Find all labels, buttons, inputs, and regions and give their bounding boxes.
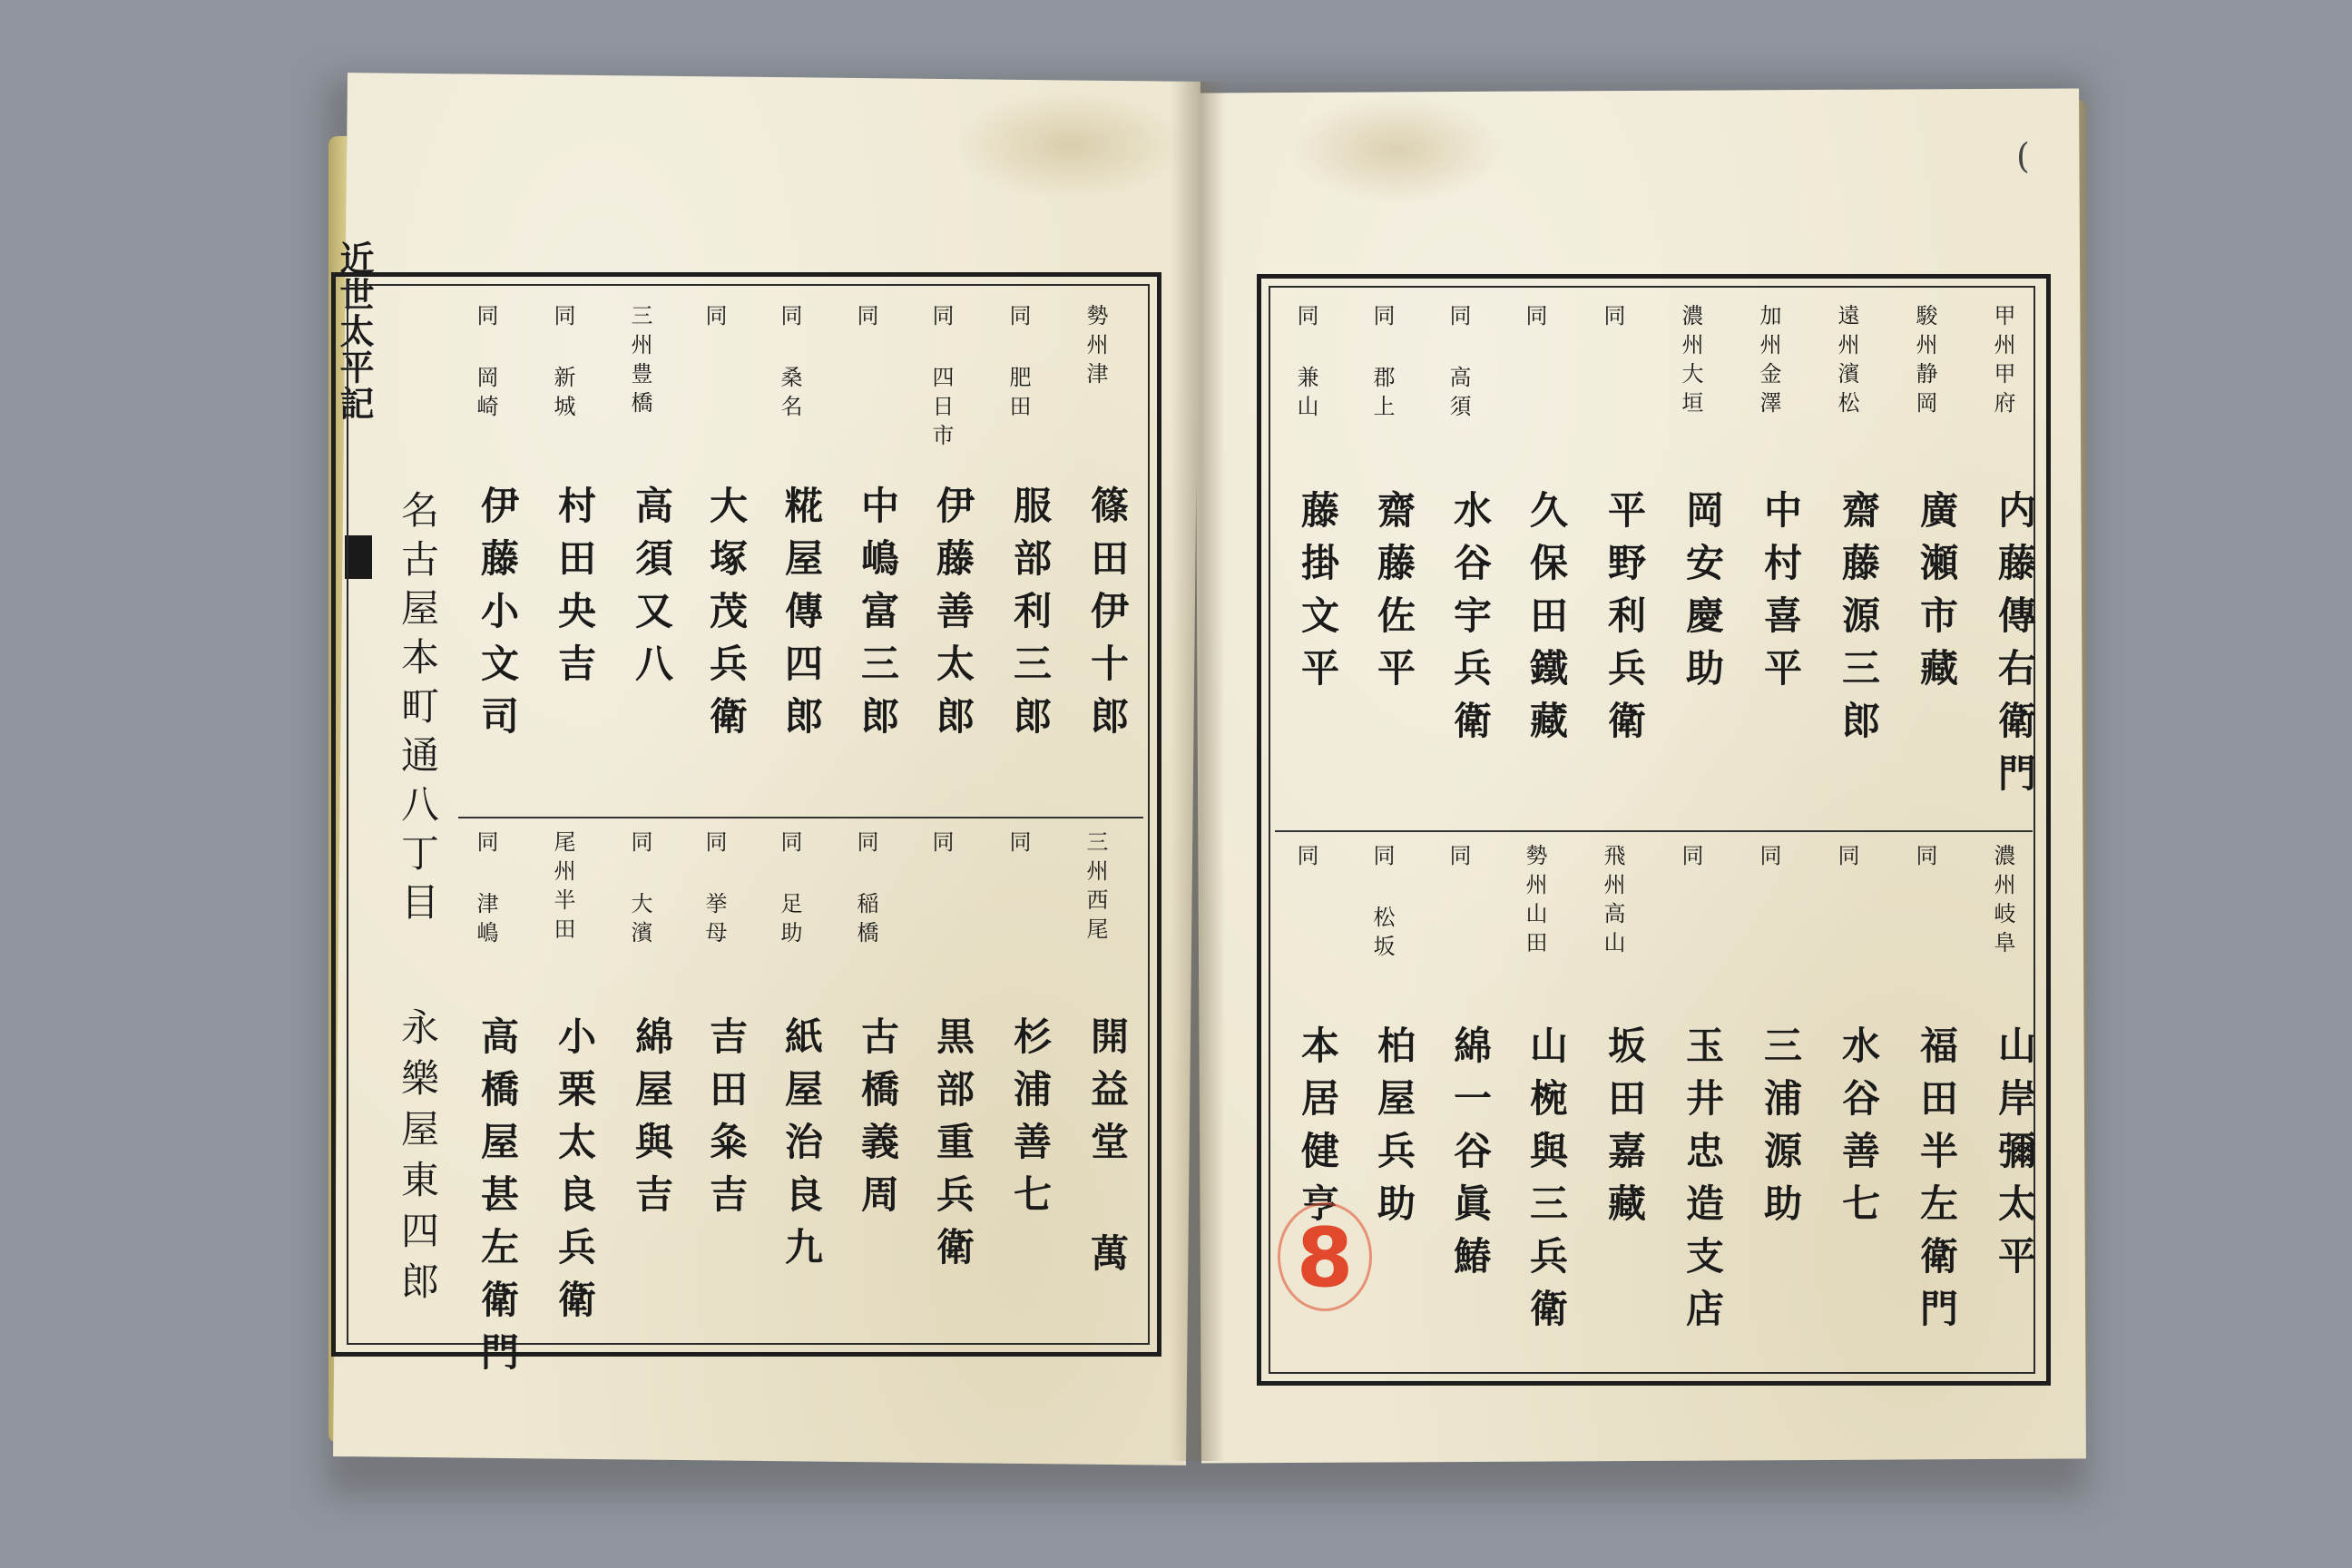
merchant-name: 本居健亨 [1296,1025,1340,1236]
place-label: 同 [1600,304,1625,333]
merchant-name: 吉田粂吉 [704,1016,749,1227]
merchant-name: 服部利三郎 [1008,485,1053,749]
place-label: 同 [1678,844,1703,873]
merchant-name: 中嶋富三郎 [856,485,900,749]
place-label: 同 桑名 [777,304,802,424]
place-label: 同 [701,304,727,333]
place-label: 同 足助 [777,830,802,950]
running-title: 近世太平記 [334,240,375,422]
merchant-name: 齋藤源三郎 [1837,490,1881,753]
place-label: 濃州大垣 [1678,304,1703,420]
place-label: 同 肥田 [1005,304,1031,424]
merchant-name: 齋藤佐平 [1372,490,1416,701]
merchant-name: 水谷善七 [1837,1025,1881,1236]
merchant-name: 高須又八 [630,485,674,696]
place-label: 加州金澤 [1756,304,1781,420]
merchant-name: 綿一谷眞鰆 [1448,1025,1493,1289]
merchant-name: 糀屋傳四郎 [779,485,824,749]
merchant-name: 山椀與三兵衛 [1524,1025,1569,1341]
merchant-name: 柏屋兵助 [1372,1025,1416,1236]
place-label: 同 兼山 [1293,304,1318,424]
merchant-name: 内藤傳右衛門 [1993,490,2037,806]
merchant-name: 古橋義周 [856,1016,900,1227]
library-seal: 8 [1296,1210,1354,1306]
place-label: 同 [853,304,878,333]
place-label: 尾州半田 [550,830,575,946]
merchant-name: 大塚茂兵衛 [704,485,749,749]
place-label: 飛州高山 [1600,844,1625,960]
merchant-name: 高橋屋甚左衛門 [475,1016,520,1385]
place-label: 駿州静岡 [1912,304,1937,420]
merchant-name: 篠田伊十郎 [1085,485,1130,749]
place-label: 同 [1756,844,1781,873]
place-label: 同 [1293,844,1318,873]
water-stain [1289,95,1506,204]
place-label: 同 挙母 [701,830,727,950]
place-label: 同 [1912,844,1937,873]
place-label: 同 松坂 [1369,844,1395,964]
place-label: 同 四日市 [928,304,954,453]
merchant-name: 山岸彌太平 [1993,1025,2037,1289]
merchant-name: 黒部重兵衛 [931,1016,975,1279]
place-label: 同 大濱 [627,830,652,950]
merchant-name: 福田半左衛門 [1915,1025,1959,1341]
right-divider [1275,830,2033,832]
merchant-name: 伊藤善太郎 [931,485,975,749]
merchant-name: 中村喜平 [1759,490,1803,701]
place-label: 遠州濱松 [1834,304,1859,420]
water-stain [953,91,1189,200]
place-label: 同 新城 [550,304,575,424]
merchant-name: 久保田鐵藏 [1524,490,1569,753]
merchant-name: 廣瀬市藏 [1915,490,1959,701]
merchant-name: 水谷宇兵衛 [1448,490,1493,753]
place-label: 同 津嶋 [473,830,498,950]
left-divider [458,817,1143,818]
book-gutter [1171,82,1225,1461]
pencil-mark: ( [2016,136,2030,176]
place-label: 濃州岐阜 [1990,844,2015,960]
place-label: 同 郡上 [1369,304,1395,424]
merchant-name: 小栗太良兵衛 [553,1016,597,1332]
merchant-name: 村田央吉 [553,485,597,696]
place-label: 同 [928,830,954,859]
place-label: 同 [1834,844,1859,873]
merchant-name: 開益堂 萬 [1085,1016,1130,1286]
place-label: 三州西尾 [1083,830,1108,946]
merchant-name: 坂田嘉藏 [1602,1025,1647,1236]
merchant-name: 平野利兵衛 [1602,490,1647,753]
merchant-name: 伊藤小文司 [475,485,520,749]
place-label: 同 稲橋 [853,830,878,950]
merchant-name: 綿屋與吉 [630,1016,674,1227]
place-label: 勢州津 [1083,304,1108,391]
place-label: 同 [1446,844,1471,873]
merchant-name: 岡安慶助 [1681,490,1725,701]
place-label: 同 岡崎 [473,304,498,424]
merchant-name: 玉井忠造支店 [1681,1025,1725,1341]
merchant-name: 藤掛文平 [1296,490,1340,701]
place-label: 同 [1005,830,1031,859]
place-label: 勢州山田 [1522,844,1547,960]
merchant-name: 杉浦善七 [1008,1016,1053,1227]
merchant-name: 三浦源助 [1759,1025,1803,1236]
place-label: 三州豊橋 [627,304,652,420]
place-label: 同 高須 [1446,304,1471,424]
merchant-name: 紙屋治良九 [779,1016,824,1279]
place-label: 同 [1522,304,1547,333]
place-label: 甲州甲府 [1990,304,2015,420]
